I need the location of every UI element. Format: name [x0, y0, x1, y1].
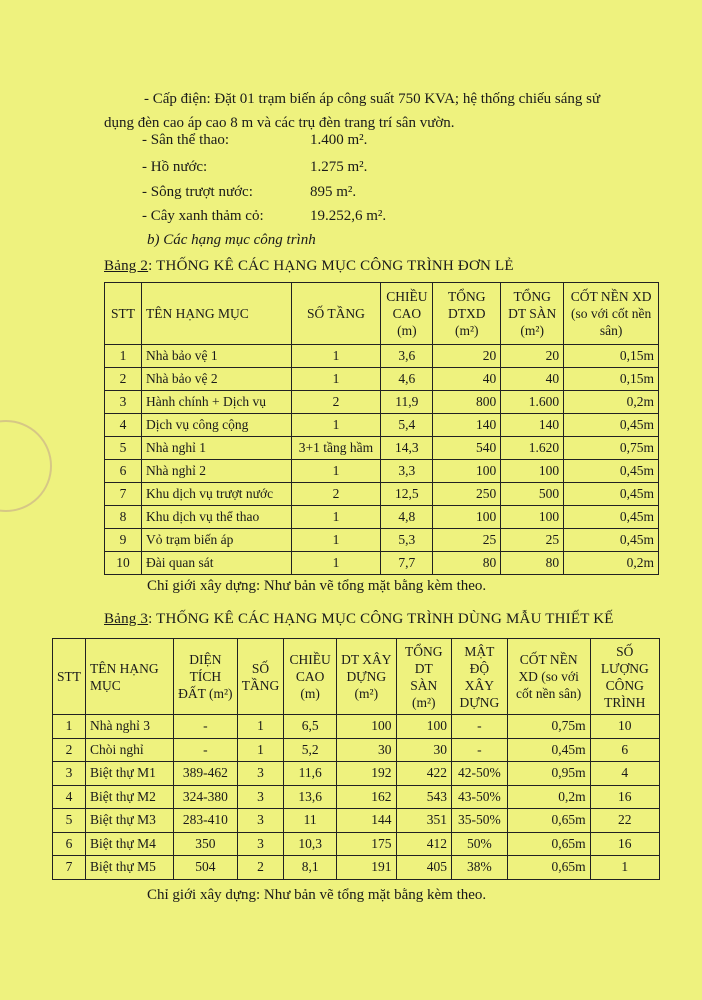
table3-caption-title: : THỐNG KÊ CÁC HẠNG MỤC CÔNG TRÌNH DÙNG MẪU THIẾT KẾ — [148, 611, 614, 627]
table2-cell-dtxd: 40 — [433, 368, 501, 391]
table2-cell-cotnen: 0,2m — [564, 552, 659, 575]
table3-cell-cotnen: 0,65m — [507, 832, 590, 856]
table2-cell-stt: 8 — [105, 506, 142, 529]
table2-cell-height: 12,5 — [381, 483, 433, 506]
table2-cell-name: Khu dịch vụ thể thao — [141, 506, 291, 529]
table2-cell-stt: 9 — [105, 529, 142, 552]
table-row — [105, 437, 659, 460]
table3 — [52, 638, 660, 880]
facility-value: 1.275 m². — [310, 159, 368, 175]
table3-cell-dtxd: 162 — [337, 785, 396, 809]
table-row — [53, 762, 660, 786]
table3-cell-density: - — [452, 715, 508, 739]
table2-cell-stt: 10 — [105, 552, 142, 575]
table2-cell-name: Nhà nghỉ 1 — [141, 437, 291, 460]
table2-cell-name: Nhà nghỉ 2 — [141, 460, 291, 483]
table3-cell-density: 35-50% — [452, 809, 508, 833]
table2-cell-height: 4,8 — [381, 506, 433, 529]
table2-header-dtsan: TỔNG DT SÀN (m²) — [501, 283, 564, 345]
table2-cell-height: 5,3 — [381, 529, 433, 552]
table2-cell-name: Dịch vụ công cộng — [141, 414, 291, 437]
table3-cell-floors: 1 — [237, 738, 284, 762]
table3-cell-floors: 3 — [237, 832, 284, 856]
table3-cell-floors: 3 — [237, 762, 284, 786]
table-row — [105, 391, 659, 414]
facility-item — [142, 128, 562, 152]
table2-header-row — [105, 283, 659, 345]
table3-cell-area: 504 — [173, 856, 237, 880]
table3-cell-count: 4 — [590, 762, 659, 786]
table3-cell-name: Biệt thự M5 — [86, 856, 174, 880]
table3-cell-area: 389-462 — [173, 762, 237, 786]
table2-cell-stt: 2 — [105, 368, 142, 391]
table2-cell-stt: 6 — [105, 460, 142, 483]
facility-label: - Cây xanh thảm cỏ: — [142, 208, 264, 224]
table2-caption-prefix: Bảng 2 — [104, 258, 149, 274]
table3-header-count: SỐ LƯỢNG CÔNG TRÌNH — [590, 639, 659, 715]
table3-cell-count: 1 — [590, 856, 659, 880]
table-row — [105, 414, 659, 437]
table2-cell-floors: 1 — [291, 368, 381, 391]
table2-cell-dtsan: 1.600 — [501, 391, 564, 414]
table3-cell-count: 16 — [590, 832, 659, 856]
table2-cell-floors: 1 — [291, 345, 381, 368]
facility-value: 895 m². — [310, 184, 357, 200]
table3-cell-dtxd: 191 — [337, 856, 396, 880]
facility-label: - Sông trượt nước: — [142, 184, 253, 200]
table2-cell-stt: 7 — [105, 483, 142, 506]
facility-item — [142, 204, 562, 228]
table3-cell-area: 350 — [173, 832, 237, 856]
table3-cell-density: 43-50% — [452, 785, 508, 809]
table3-header-name: TÊN HẠNG MỤC — [86, 639, 174, 715]
table2-cell-height: 4,6 — [381, 368, 433, 391]
table2-cell-cotnen: 0,45m — [564, 460, 659, 483]
table2-cell-cotnen: 0,45m — [564, 529, 659, 552]
table2-header-floors: SỐ TẦNG — [291, 283, 381, 345]
table-row — [105, 368, 659, 391]
table2-cell-dtxd: 540 — [433, 437, 501, 460]
faded-stamp — [0, 420, 52, 512]
table2-cell-name: Hành chính + Dịch vụ — [141, 391, 291, 414]
table-row — [105, 529, 659, 552]
table3-cell-name: Chòi nghỉ — [86, 738, 174, 762]
table3-cell-cotnen: 0,65m — [507, 856, 590, 880]
table2-cell-height: 5,4 — [381, 414, 433, 437]
table-row — [53, 809, 660, 833]
table2-cell-height: 11,9 — [381, 391, 433, 414]
table3-header-cotnen: CỐT NỀN XD (so với cốt nền sân) — [507, 639, 590, 715]
table2-cell-dtsan: 500 — [501, 483, 564, 506]
facility-item — [142, 180, 562, 204]
facility-item — [142, 155, 562, 179]
table3-cell-dtsan: 30 — [396, 738, 452, 762]
table3-cell-dtsan: 100 — [396, 715, 452, 739]
table3-cell-dtsan: 543 — [396, 785, 452, 809]
table3-cell-name: Biệt thự M3 — [86, 809, 174, 833]
table2-header-dtxd: TỔNG DTXD (m²) — [433, 283, 501, 345]
table-row — [105, 345, 659, 368]
table3-cell-cotnen: 0,65m — [507, 809, 590, 833]
table3-cell-stt: 5 — [53, 809, 86, 833]
table2-cell-dtsan: 20 — [501, 345, 564, 368]
table2-header-height: CHIỀU CAO (m) — [381, 283, 433, 345]
table3-cell-area: 283-410 — [173, 809, 237, 833]
table3-cell-name: Biệt thự M2 — [86, 785, 174, 809]
table2-cell-floors: 1 — [291, 414, 381, 437]
table3-cell-height: 10,3 — [284, 832, 337, 856]
table-row — [105, 483, 659, 506]
table3-cell-stt: 7 — [53, 856, 86, 880]
table3-cell-count: 22 — [590, 809, 659, 833]
table3-cell-stt: 3 — [53, 762, 86, 786]
table2-cell-floors: 2 — [291, 391, 381, 414]
facility-value: 1.400 m². — [310, 132, 368, 148]
table3-caption-prefix: Bảng 3 — [104, 611, 149, 627]
table2-cell-height: 3,6 — [381, 345, 433, 368]
power-supply-line-1: - Cấp điện: Đặt 01 trạm biến áp công suất 750 KVA; hệ thống chiếu sáng sử — [144, 91, 601, 107]
table2-cell-name: Đài quan sát — [141, 552, 291, 575]
table2-cell-cotnen: 0,45m — [564, 483, 659, 506]
table2-cell-stt: 5 — [105, 437, 142, 460]
table2-cell-name: Khu dịch vụ trượt nước — [141, 483, 291, 506]
table-row — [53, 832, 660, 856]
facility-label: - Sân thể thao: — [142, 132, 230, 148]
table3-cell-stt: 4 — [53, 785, 86, 809]
table2-cell-dtxd: 100 — [433, 460, 501, 483]
table2-header-cotnen: CỐT NỀN XD (so với cốt nền sân) — [564, 283, 659, 345]
table3-header-density: MẬT ĐỘ XÂY DỰNG — [452, 639, 508, 715]
table3-cell-area: 324-380 — [173, 785, 237, 809]
table3-header-dtxd: DT XÂY DỰNG (m²) — [337, 639, 396, 715]
table2-cell-floors: 1 — [291, 506, 381, 529]
table2-header-name: TÊN HẠNG MỤC — [141, 283, 291, 345]
table2-cell-dtsan: 100 — [501, 460, 564, 483]
table3-cell-count: 6 — [590, 738, 659, 762]
table2-cell-dtsan: 40 — [501, 368, 564, 391]
table3-cell-dtxd: 192 — [337, 762, 396, 786]
table2-cell-floors: 2 — [291, 483, 381, 506]
table3-cell-floors: 3 — [237, 785, 284, 809]
table3-cell-height: 8,1 — [284, 856, 337, 880]
table2-cell-dtxd: 25 — [433, 529, 501, 552]
table3-cell-floors: 1 — [237, 715, 284, 739]
table-row — [105, 460, 659, 483]
table-row — [105, 506, 659, 529]
table2-cell-height: 7,7 — [381, 552, 433, 575]
table3-cell-height: 6,5 — [284, 715, 337, 739]
table2-cell-name: Nhà bảo vệ 1 — [141, 345, 291, 368]
table2-cell-dtxd: 80 — [433, 552, 501, 575]
table3-cell-dtsan: 351 — [396, 809, 452, 833]
table2-caption — [104, 258, 514, 275]
table2-cell-name: Nhà bảo vệ 2 — [141, 368, 291, 391]
table-row — [53, 856, 660, 880]
table3-caption — [104, 611, 614, 628]
table3-cell-dtsan: 422 — [396, 762, 452, 786]
table2-cell-floors: 1 — [291, 460, 381, 483]
table3-note: Chỉ giới xây dựng: Như bản vẽ tổng mặt bằng kèm theo. — [147, 887, 487, 903]
table2-cell-dtxd: 20 — [433, 345, 501, 368]
table3-header-area: DIỆN TÍCH ĐẤT (m²) — [173, 639, 237, 715]
table2-cell-stt: 1 — [105, 345, 142, 368]
table2-cell-cotnen: 0,2m — [564, 391, 659, 414]
table3-cell-stt: 6 — [53, 832, 86, 856]
table2-caption-title: : THỐNG KÊ CÁC HẠNG MỤC CÔNG TRÌNH ĐƠN LẺ — [148, 258, 514, 274]
table3-cell-dtxd: 30 — [337, 738, 396, 762]
table3-body — [53, 715, 660, 880]
table3-cell-dtxd: 175 — [337, 832, 396, 856]
table3-cell-cotnen: 0,75m — [507, 715, 590, 739]
table2-body — [105, 345, 659, 575]
table2-header-stt: STT — [105, 283, 142, 345]
table3-cell-stt: 2 — [53, 738, 86, 762]
table2-cell-cotnen: 0,45m — [564, 506, 659, 529]
table3-cell-count: 16 — [590, 785, 659, 809]
table3-cell-area: - — [173, 738, 237, 762]
table2-cell-dtxd: 100 — [433, 506, 501, 529]
table3-cell-dtsan: 405 — [396, 856, 452, 880]
table3-header-floors: SỐ TẦNG — [237, 639, 284, 715]
table3-cell-height: 11,6 — [284, 762, 337, 786]
table3-cell-stt: 1 — [53, 715, 86, 739]
table2-cell-cotnen: 0,75m — [564, 437, 659, 460]
table3-header-dtsan: TỔNG DT SÀN (m²) — [396, 639, 452, 715]
table3-cell-area: - — [173, 715, 237, 739]
table2 — [104, 282, 659, 575]
table3-cell-floors: 2 — [237, 856, 284, 880]
table2-cell-floors: 1 — [291, 552, 381, 575]
table2-cell-stt: 3 — [105, 391, 142, 414]
table2-note: Chỉ giới xây dựng: Như bản vẽ tổng mặt bằng kèm theo. — [147, 578, 487, 594]
table3-cell-floors: 3 — [237, 809, 284, 833]
table2-cell-name: Vỏ trạm biến áp — [141, 529, 291, 552]
table3-cell-height: 5,2 — [284, 738, 337, 762]
table3-cell-name: Nhà nghỉ 3 — [86, 715, 174, 739]
table3-cell-dtxd: 144 — [337, 809, 396, 833]
table3-header-row — [53, 639, 660, 715]
table3-cell-density: 38% — [452, 856, 508, 880]
table2-cell-cotnen: 0,45m — [564, 414, 659, 437]
table2-cell-dtsan: 100 — [501, 506, 564, 529]
table-row — [53, 715, 660, 739]
table3-cell-name: Biệt thự M1 — [86, 762, 174, 786]
table2-cell-dtsan: 140 — [501, 414, 564, 437]
table3-cell-cotnen: 0,45m — [507, 738, 590, 762]
table-row — [105, 552, 659, 575]
table2-cell-dtsan: 80 — [501, 552, 564, 575]
section-b-heading: b) Các hạng mục công trình — [147, 232, 316, 248]
table2-cell-dtsan: 1.620 — [501, 437, 564, 460]
table3-cell-cotnen: 0,95m — [507, 762, 590, 786]
table2-cell-dtxd: 800 — [433, 391, 501, 414]
table2-cell-height: 3,3 — [381, 460, 433, 483]
table3-cell-height: 11 — [284, 809, 337, 833]
table3-cell-dtsan: 412 — [396, 832, 452, 856]
table3-cell-density: - — [452, 738, 508, 762]
table2-cell-cotnen: 0,15m — [564, 368, 659, 391]
table3-cell-density: 50% — [452, 832, 508, 856]
table2-cell-floors: 1 — [291, 529, 381, 552]
power-supply-line-2: dụng đèn cao áp cao 8 m và các trụ đèn trang trí sân vườn. — [104, 115, 455, 131]
table2-cell-dtxd: 140 — [433, 414, 501, 437]
table-row — [53, 785, 660, 809]
table-row — [53, 738, 660, 762]
table2-cell-height: 14,3 — [381, 437, 433, 460]
table2-cell-cotnen: 0,15m — [564, 345, 659, 368]
table3-header-stt: STT — [53, 639, 86, 715]
table3-cell-cotnen: 0,2m — [507, 785, 590, 809]
table3-cell-name: Biệt thự M4 — [86, 832, 174, 856]
table2-cell-stt: 4 — [105, 414, 142, 437]
table2-cell-dtxd: 250 — [433, 483, 501, 506]
table3-header-height: CHIỀU CAO (m) — [284, 639, 337, 715]
table3-cell-count: 10 — [590, 715, 659, 739]
table2-cell-dtsan: 25 — [501, 529, 564, 552]
facility-label: - Hồ nước: — [142, 159, 208, 175]
table3-cell-density: 42-50% — [452, 762, 508, 786]
facility-value: 19.252,6 m². — [310, 208, 387, 224]
table3-cell-dtxd: 100 — [337, 715, 396, 739]
table2-cell-floors: 3+1 tầng hầm — [291, 437, 381, 460]
table3-cell-height: 13,6 — [284, 785, 337, 809]
